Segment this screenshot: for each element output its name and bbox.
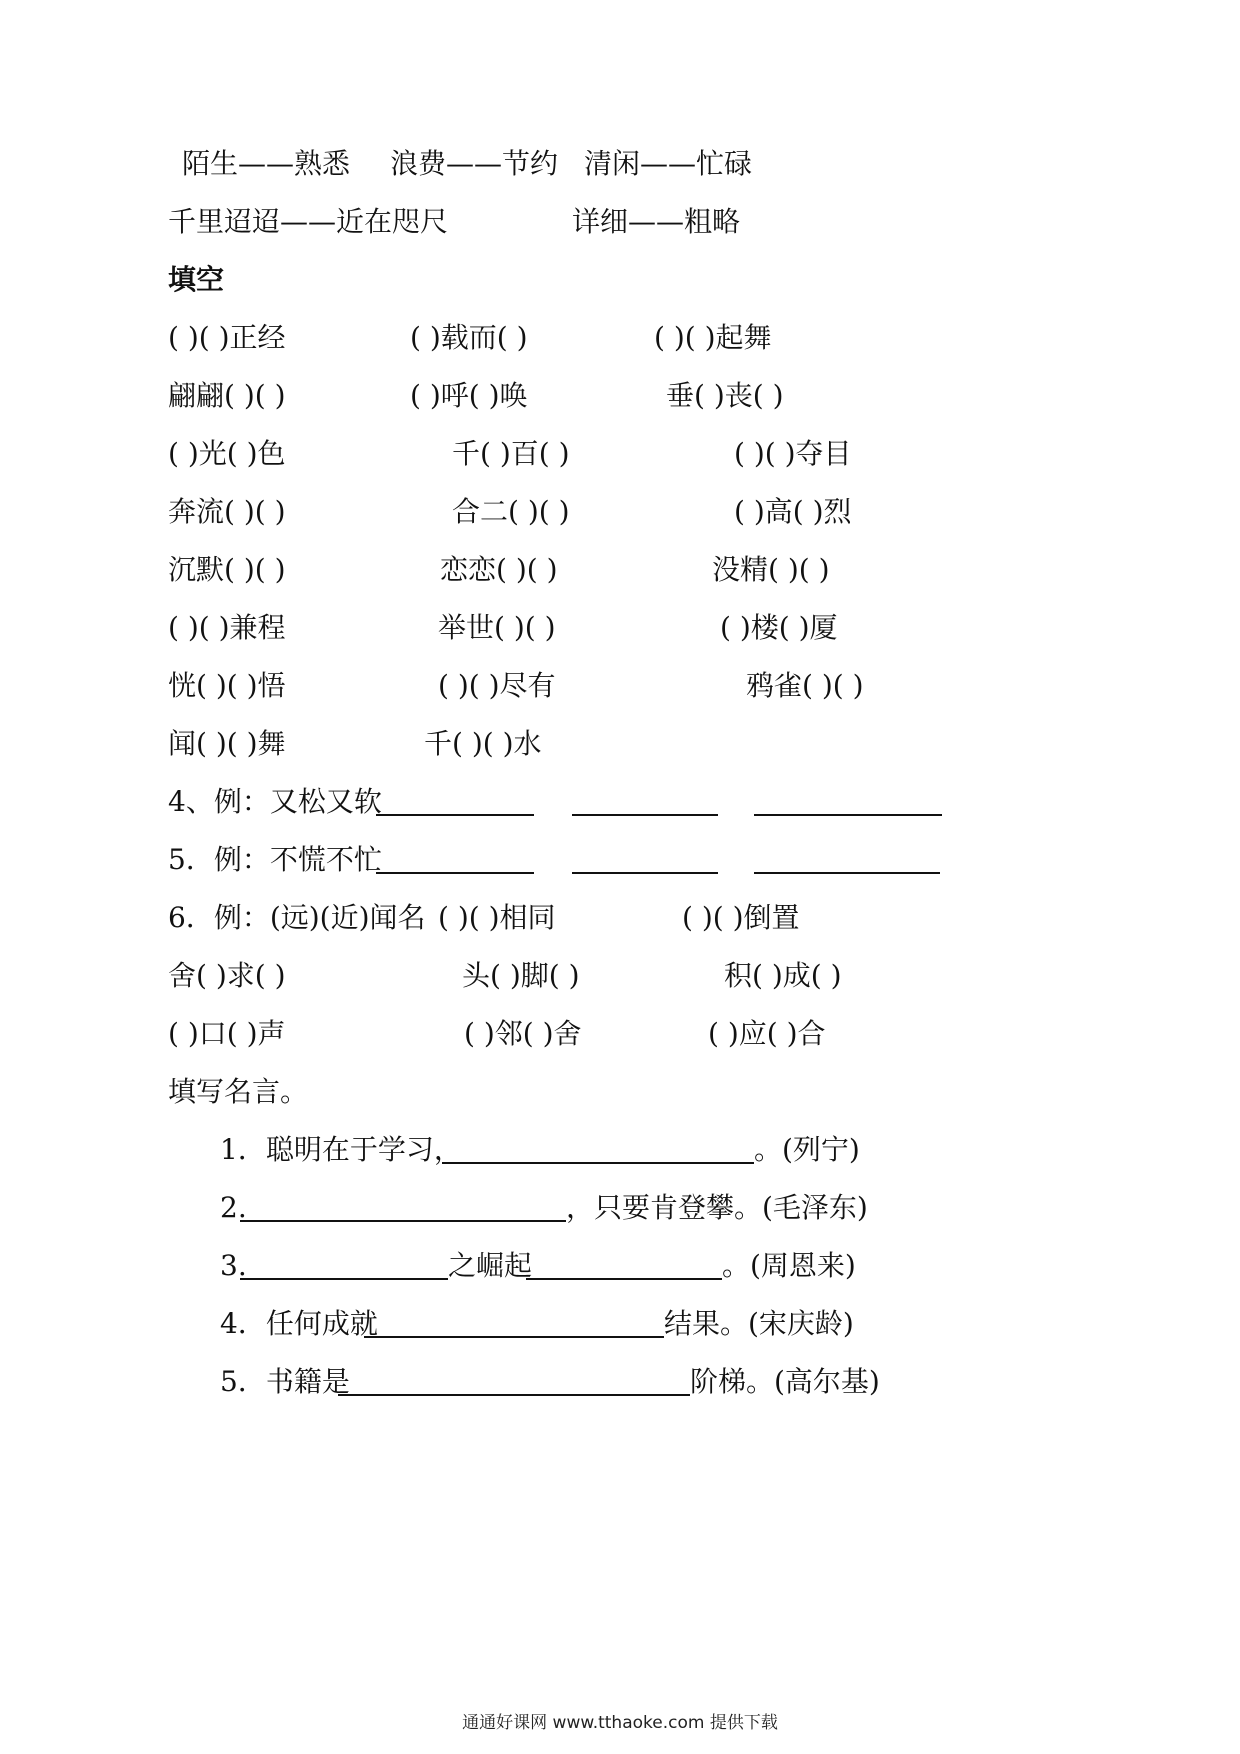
idiom-item: ( )口( )声 [168,1017,286,1050]
quote-blank[interactable] [526,1278,722,1280]
idiom-item: ( )楼( )厦 [720,611,838,644]
quote-text: 之崛起 [448,1249,533,1282]
quote-source: 阶梯。(高尔基) [690,1365,880,1398]
antonym-pair: 千里迢迢——近在咫尺 [168,205,449,238]
idiom-item: 恍( )( )悟 [168,669,286,702]
idiom-item: 翩翩( )( ) [168,379,286,412]
section-heading-quotes: 填写名言。 [168,1075,309,1108]
idiom-item: ( )载而( ) [410,321,528,354]
idiom-item: ( )( )倒置 [682,901,800,934]
quote-blank[interactable] [364,1336,664,1338]
example-6-label: 6．例：(远)(近)闻名 [168,901,426,934]
antonym-pair: 陌生——熟悉 [182,147,351,180]
answer-blank[interactable] [572,814,718,816]
idiom-item: 恋恋( )( ) [440,553,558,586]
idiom-item: ( )( )兼程 [168,611,286,644]
idiom-item: ( )邻( )舍 [464,1017,582,1050]
idiom-item: 沉默( )( ) [168,553,286,586]
idiom-item: ( )呼( )唤 [410,379,528,412]
idiom-item: 垂( )丧( ) [666,379,784,412]
quote-text: 5．书籍是 [220,1365,350,1398]
quote-blank[interactable] [240,1278,448,1280]
example-4: 4、例：又松又软 [168,785,382,818]
idiom-item: 奔流( )( ) [168,495,286,528]
answer-blank[interactable] [754,814,942,816]
answer-blank[interactable] [754,872,940,874]
antonym-pair: 详细——粗略 [572,205,741,238]
idiom-item: ( )光( )色 [168,437,286,470]
idiom-item: 积( )成( ) [724,959,842,992]
quote-source: 。(周恩来) [722,1249,856,1282]
quote-blank[interactable] [338,1394,690,1396]
answer-blank[interactable] [376,814,534,816]
idiom-item: 闻( )( )舞 [168,727,286,760]
idiom-item: 千( )( )水 [424,727,542,760]
example-5: 5．例：不慌不忙 [168,843,382,876]
idiom-item: 千( )百( ) [452,437,570,470]
idiom-item: ( )( )夺目 [734,437,852,470]
idiom-item: 举世( )( ) [438,611,556,644]
page-footer: 通通好课网 www.tthaoke.com 提供下载 [462,1713,778,1733]
idiom-item: 没精( )( ) [712,553,830,586]
quote-text: 4．任何成就 [220,1307,378,1340]
quote-text: 1．聪明在于学习， [220,1133,462,1166]
idiom-item: 合二( )( ) [452,495,570,528]
idiom-item: ( )( )正经 [168,321,286,354]
section-heading-fill: 填空 [168,263,225,296]
quote-source: 结果。(宋庆龄) [664,1307,854,1340]
idiom-item: 舍( )求( ) [168,959,286,992]
idiom-item: 鸦雀( )( ) [746,669,864,702]
quote-text: 2. [220,1191,247,1224]
quote-source: ，只要肯登攀。(毛泽东) [566,1191,868,1224]
quote-blank[interactable] [442,1162,754,1164]
antonym-pair: 清闲——忙碌 [584,147,753,180]
answer-blank[interactable] [572,872,718,874]
idiom-item: ( )应( )合 [708,1017,826,1050]
idiom-item: ( )( )尽有 [438,669,556,702]
antonym-pair: 浪费——节约 [390,147,559,180]
quote-source: 。(列宁) [754,1133,860,1166]
idiom-item: 头( )脚( ) [462,959,580,992]
answer-blank[interactable] [376,872,534,874]
quote-blank[interactable] [240,1220,566,1222]
idiom-item: ( )( )起舞 [654,321,772,354]
idiom-item: ( )高( )烈 [734,495,852,528]
quote-text: 3. [220,1249,247,1282]
idiom-item: ( )( )相同 [438,901,556,934]
